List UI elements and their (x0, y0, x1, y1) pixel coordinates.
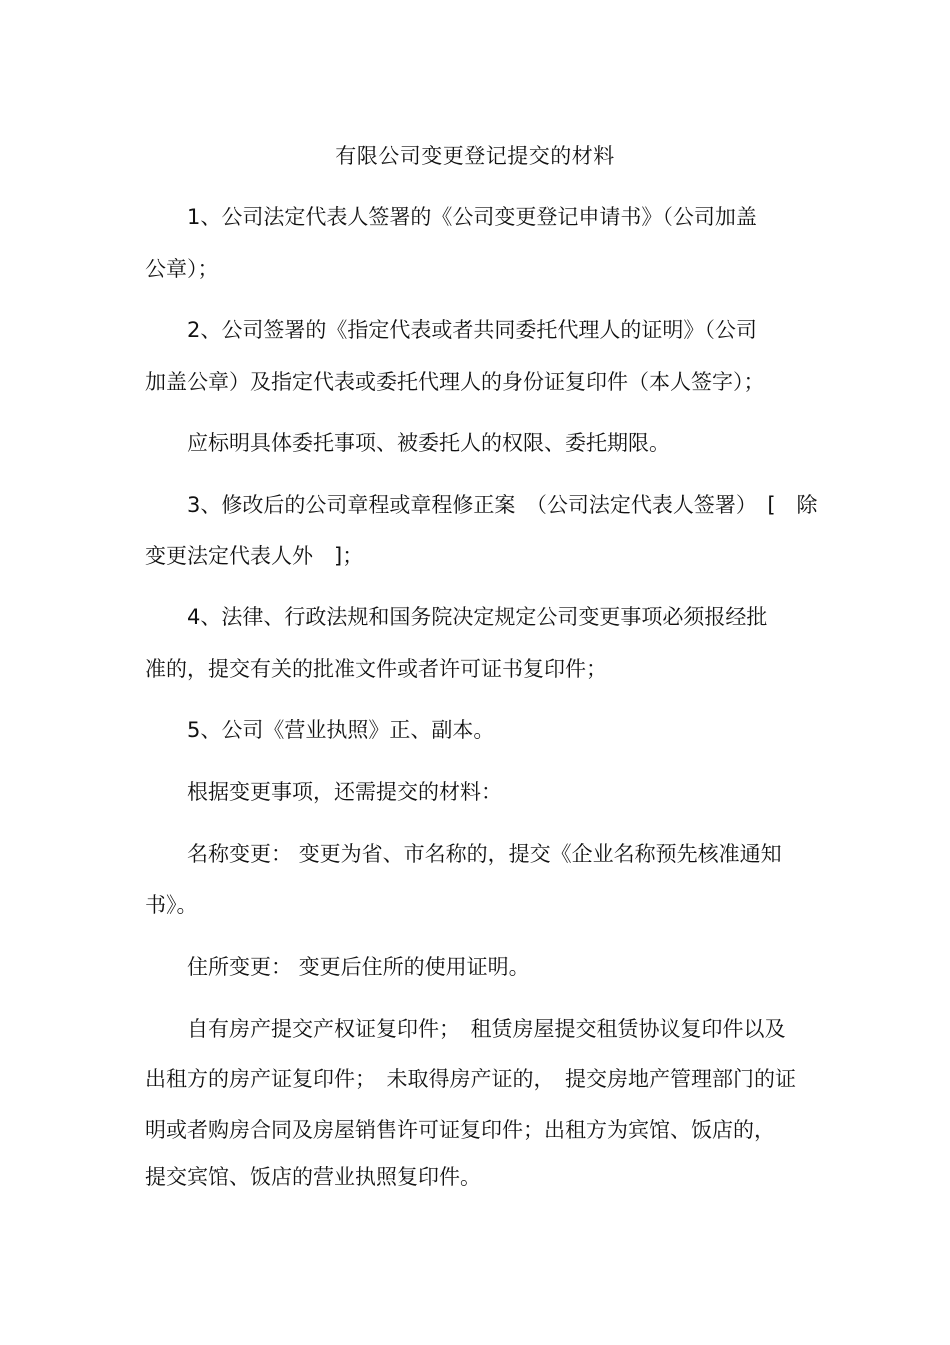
item-2-line-1: 2、公司签署的《指定代表或者共同委托代理人的证明》（公司 (187, 318, 757, 342)
item-5: 5、公司《营业执照》正、副本。 (187, 718, 495, 742)
item-2-note: 应标明具体委托事项、被委托人的权限、委托期限。 (187, 431, 670, 455)
item-3-line-1: 3、修改后的公司章程或章程修正案 （公司法定代表人签署） [ 除 (187, 493, 818, 517)
name-change-line-2: 书》。 (145, 893, 198, 917)
item-3-line-2: 变更法定代表人外 ]； (145, 544, 364, 568)
property-line-1: 自有房产提交产权证复印件； 租赁房屋提交租赁协议复印件以及 (187, 1017, 786, 1041)
item-4-line-2: 准的，提交有关的批准文件或者许可证书复印件； (145, 657, 607, 681)
name-change-line-1: 名称变更： 变更为省、市名称的，提交《企业名称预先核准通知 (187, 842, 782, 866)
item-1-line-1: 1、公司法定代表人签署的《公司变更登记申请书》（公司加盖 (187, 205, 757, 229)
item-2-line-2: 加盖公章）及指定代表或委托代理人的身份证复印件（本人签字）； (145, 370, 765, 394)
document-title: 有限公司变更登记提交的材料 (335, 144, 615, 168)
property-line-2: 出租方的房产证复印件； 未取得房产证的， 提交房地产管理部门的证 (145, 1067, 796, 1091)
address-change: 住所变更： 变更后住所的使用证明。 (187, 955, 530, 979)
section-heading: 根据变更事项，还需提交的材料： (187, 780, 502, 804)
property-line-3: 明或者购房合同及房屋销售许可证复印件；出租方为宾馆、饭店的， (145, 1118, 775, 1142)
item-1-line-2: 公章）； (145, 257, 219, 281)
item-4-line-1: 4、法律、行政法规和国务院决定规定公司变更事项必须报经批 (187, 605, 768, 629)
property-line-4: 提交宾馆、饭店的营业执照复印件。 (145, 1165, 481, 1189)
